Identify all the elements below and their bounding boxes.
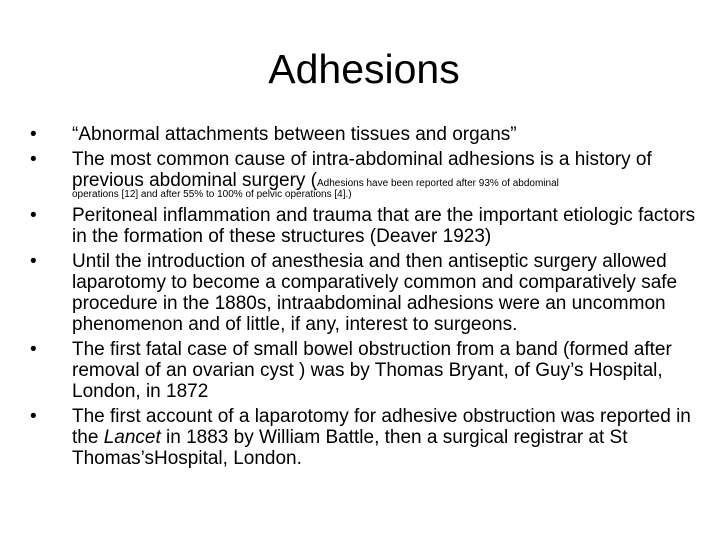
bullet-list [30, 124, 702, 473]
bullet-dot-icon: • [30, 251, 37, 272]
bullet-dot-icon: • [30, 149, 37, 170]
bullet-dot-icon: • [30, 406, 37, 427]
bullet-text: Peritoneal inflammation and trauma that are the important etiologic factors in the formation of these structures (Deaver 1923) [72, 205, 696, 247]
bullet-text: The first fatal case of small bowel obstruction from a band (formed after removal of an ovarian cyst ) was by Thomas Bryant, of Guy’s Hospital, London, in 1872 [72, 339, 672, 402]
journal-name: Lancet [103, 427, 161, 448]
bullet-dot-icon: • [30, 124, 37, 145]
bullet-footnote-text: operations [12] and after 55% to 100% of pelvic operations [4].) [72, 189, 352, 200]
bullet-item [30, 205, 702, 247]
slide-title: Adhesions [268, 46, 460, 92]
bullet-footnote-text: Adhesions have been reported after 93% of abdominal [317, 178, 559, 189]
bullet-item [30, 124, 702, 145]
bullet-text: Until the introduction of anesthesia and then antiseptic surgery allowed laparotomy to become a comparatively common and comparatively safe procedure in the 1880s, intraabdominal adhesions were an uncommon phenomenon and of little, if any, interest to surgeons. [72, 251, 678, 335]
bullet-text: “Abnormal attachments between tissues and organs” [72, 124, 517, 145]
bullet-text: The most common cause of intra-abdominal adhesions is a history of previous abdominal surgery ( [72, 149, 652, 191]
bullet-item [30, 339, 702, 402]
bullet-item [30, 149, 702, 201]
bullet-dot-icon: • [30, 339, 37, 360]
bullet-item [30, 251, 702, 335]
bullet-dot-icon: • [30, 205, 37, 226]
bullet-text: The first account of a laparotomy for adhesive obstruction was reported in the [72, 406, 691, 448]
bullet-text: in 1883 by William Battle, then a surgical registrar at St Thomas’sHospital, London. [72, 427, 628, 469]
bullet-item [30, 406, 702, 469]
